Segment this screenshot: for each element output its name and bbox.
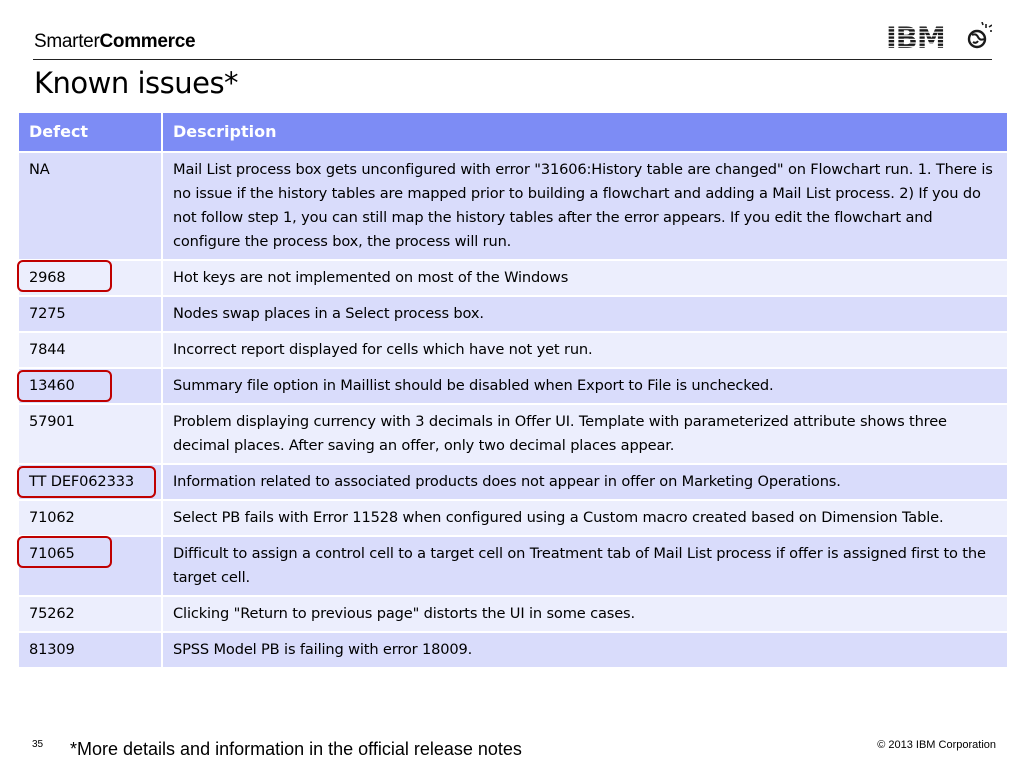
defect-id-cell: [18, 536, 162, 596]
defect-id-text: 2968: [29, 269, 66, 286]
smarter-commerce-logo: [34, 31, 195, 53]
table-row: [18, 332, 1008, 368]
description-cell: Incorrect report displayed for cells which have not yet run.: [162, 332, 1008, 368]
header-divider: [33, 59, 992, 60]
highlight-outline: [17, 260, 112, 292]
sparkle-icon: [982, 22, 992, 31]
brand-light-text: Smarter: [34, 31, 100, 52]
known-issues-table: [17, 111, 1009, 669]
table-row: [18, 536, 1008, 596]
highlight-outline: [17, 536, 112, 568]
ibm-logo: [886, 22, 992, 52]
description-cell: Mail List process box gets unconfigured with error "31606:History table are changed" on Flowchart run. 1. There is no issue if the history tables are mapped prior to building a flowchart and adding a Mail List process. 2) If you do not follow step 1, you can still map the history tables after the error appears. If you edit the flowchart and configure the process box, the process will run.: [162, 152, 1008, 260]
defect-id-cell: NA: [18, 152, 162, 260]
brand-bold-text: Commerce: [99, 31, 196, 52]
description-cell: Information related to associated products does not appear in offer on Marketing Operations.: [162, 464, 1008, 500]
table-row: [18, 152, 1008, 260]
column-header-description: Description: [162, 112, 1008, 152]
table-row: [18, 632, 1008, 668]
defect-id-cell: 81309: [18, 632, 162, 668]
description-cell: Clicking "Return to previous page" distorts the UI in some cases.: [162, 596, 1008, 632]
description-cell: Problem displaying currency with 3 decimals in Offer UI. Template with parameterized attribute shows three decimal places. After saving an offer, only two decimal places appear.: [162, 404, 1008, 464]
defect-id-cell: 71062: [18, 500, 162, 536]
highlight-outline: [17, 370, 112, 402]
table-row: [18, 464, 1008, 500]
description-cell: SPSS Model PB is failing with error 18009.: [162, 632, 1008, 668]
table-row: [18, 296, 1008, 332]
slide-title: Known issues*: [34, 66, 239, 100]
table-row: [18, 260, 1008, 296]
description-cell: Difficult to assign a control cell to a target cell on Treatment tab of Mail List process if offer is assigned first to the target cell.: [162, 536, 1008, 596]
defect-id-cell: [18, 260, 162, 296]
defect-id-text: 13460: [29, 377, 75, 394]
description-cell: Nodes swap places in a Select process box.: [162, 296, 1008, 332]
defect-id-cell: [18, 464, 162, 500]
defect-id-cell: 75262: [18, 596, 162, 632]
table-header-row: [18, 112, 1008, 152]
description-cell: Hot keys are not implemented on most of the Windows: [162, 260, 1008, 296]
description-cell: Summary file option in Maillist should be disabled when Export to File is unchecked.: [162, 368, 1008, 404]
defect-id-cell: 7275: [18, 296, 162, 332]
defect-id-text: 71065: [29, 545, 75, 562]
table-row: [18, 404, 1008, 464]
copyright-notice: © 2013 IBM Corporation: [877, 739, 996, 751]
table-row: [18, 500, 1008, 536]
table-row: [18, 596, 1008, 632]
defect-id-cell: 7844: [18, 332, 162, 368]
footnote: *More details and information in the official release notes: [70, 739, 522, 759]
page-number: 35: [32, 739, 44, 750]
table-row: [18, 368, 1008, 404]
ibm-logo-wordmark: IBM: [886, 22, 945, 52]
defect-id-cell: [18, 368, 162, 404]
defect-id-cell: 57901: [18, 404, 162, 464]
column-header-defect: Defect: [18, 112, 162, 152]
description-cell: Select PB fails with Error 11528 when configured using a Custom macro created based on Dimension Table.: [162, 500, 1008, 536]
defect-id-text: TT DEF062333: [29, 473, 134, 490]
highlight-outline: [17, 466, 156, 498]
